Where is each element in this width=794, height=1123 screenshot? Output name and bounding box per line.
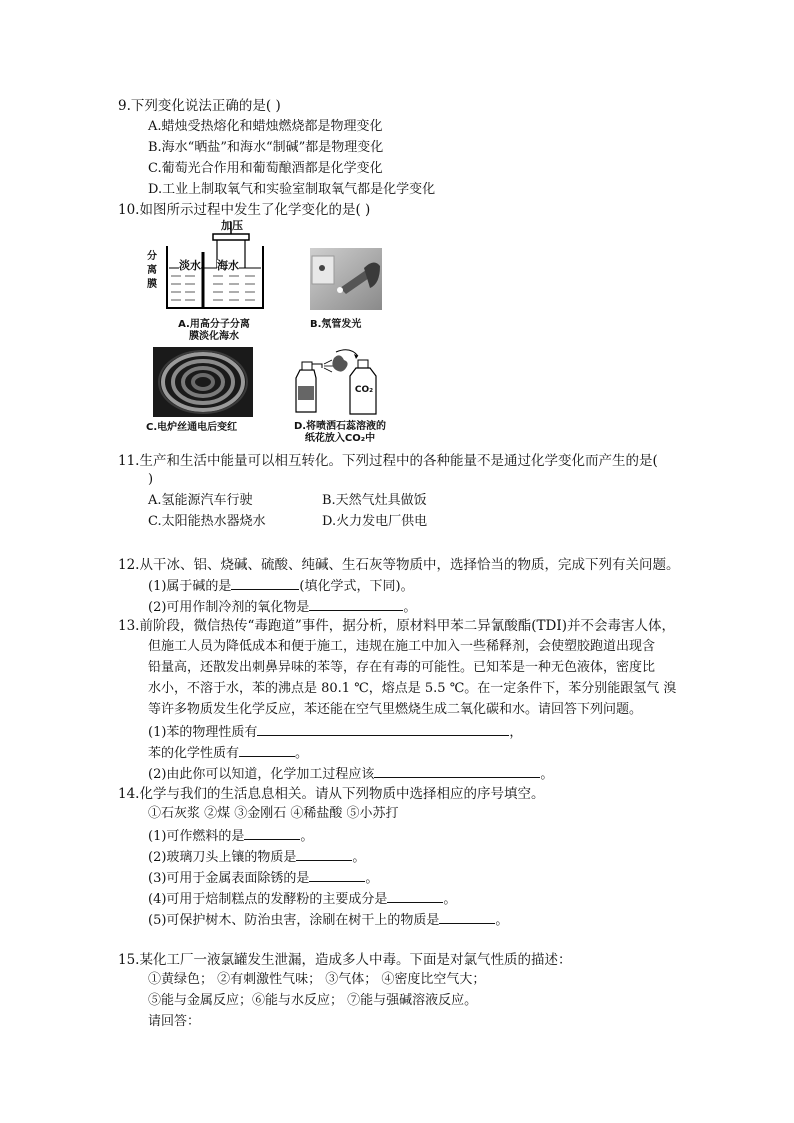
q14-sub4 <box>148 888 456 910</box>
q9-option-a: A.蜡烛受热熔化和蜡烛燃烧都是物理变化 <box>148 119 383 134</box>
q14-sub1-text: (1)可作燃料的是 <box>148 829 245 844</box>
q9-option-d: D.工业上制取氧气和实验室制取氧气都是化学变化 <box>148 182 436 197</box>
figure-c-caption: C.电炉丝通电后变红 <box>146 422 238 433</box>
q12-sub1 <box>148 575 414 597</box>
q14-sub3 <box>148 867 378 889</box>
label-fresh-water: 淡水 <box>179 259 201 272</box>
q13-line5: 等许多物质发生化学反应，苯还能在空气里燃烧生成二氧化碳和水。请回答下列问题。 <box>148 702 643 717</box>
label-pressurize: 加压 <box>221 219 243 232</box>
figure-d-caption-1: D.将喷洒石蕊溶液的 <box>293 421 387 432</box>
q11-option-c: C.太阳能热水器烧水 <box>148 514 266 529</box>
q14-sub5 <box>148 909 508 931</box>
q13-line1: 13.前阶段，微信热传“毒跑道”事件，据分析，原材料甲苯二异氰酸酯(TDI)并不会毒害人体， <box>118 618 675 634</box>
q15-line2: ⑤能与金属反应；⑥能与水反应； ⑦能与强碱溶液反应。 <box>148 993 478 1008</box>
q15-line3: 请回答： <box>148 1014 201 1029</box>
answer-blank[interactable] <box>374 763 540 778</box>
q11-option-a: A.氢能源汽车行驶 <box>148 493 253 508</box>
q13-sub2-tail: 。 <box>540 767 554 782</box>
spray-and-bottle-diagram <box>288 348 388 418</box>
q13-line2: 但施工人员为降低成本和便于施工，违规在施工中加入一些稀释剂，会使塑胶跑道出现含 <box>148 639 656 654</box>
q12-sub2-tail: 。 <box>403 600 417 615</box>
q14-items: ①石灰浆 ②煤 ③金刚石 ④稀盐酸 ⑤小苏打 <box>148 806 399 821</box>
q12-sub1-text: (1)属于碱的是 <box>148 579 232 594</box>
q14-sub1 <box>148 825 313 847</box>
figure-b-neon-tube <box>310 248 382 310</box>
figure-a-desalination <box>145 218 275 318</box>
q14-sub1-tail: 。 <box>300 829 314 844</box>
q9-option-b: B.海水“晒盐”和海水“制碱”都是物理变化 <box>148 140 384 155</box>
answer-blank[interactable] <box>296 846 352 861</box>
q12-sub2 <box>148 596 416 618</box>
q13-sub2-text: (2)由此你可以知道，化学加工过程应该 <box>148 767 375 782</box>
answer-blank[interactable] <box>239 742 295 757</box>
q13-sub2 <box>148 763 553 785</box>
q13-sub1-text: (1)苯的物理性质有 <box>148 725 258 740</box>
q13-sub1 <box>148 721 522 743</box>
figure-a-caption-1: A.用高分子分离 <box>178 319 250 330</box>
figure-a-caption-2: 膜淡化海水 <box>189 331 239 342</box>
answer-blank[interactable] <box>244 825 300 840</box>
q11-stem-line2: ) <box>148 472 154 487</box>
q10-stem: 10.如图所示过程中发生了化学变化的是( ) <box>118 202 371 218</box>
answer-blank[interactable] <box>387 888 443 903</box>
stove-coil-photo <box>153 347 253 417</box>
q12-sub2-text: (2)可用作制冷剂的氧化物是 <box>148 600 310 615</box>
q13-line3: 铅量高，还散发出刺鼻异味的苯等，存在有毒的可能性。已知苯是一种无色液体，密度比 <box>148 660 656 675</box>
q14-sub3-text: (3)可用于金属表面除锈的是 <box>148 871 310 886</box>
figure-d-co2-flower <box>288 348 388 418</box>
answer-blank[interactable] <box>439 909 495 924</box>
desalination-diagram <box>145 218 275 318</box>
label-sea-water: 海水 <box>217 259 239 272</box>
figure-d-caption-2: 纸花放入CO₂中 <box>304 433 376 444</box>
answer-blank[interactable] <box>257 721 509 736</box>
q14-stem: 14.化学与我们的生活息息相关。请从下列物质中选择相应的序号填空。 <box>118 786 545 802</box>
q11-stem-line1: 11.生产和生活中能量可以相互转化。下列过程中的各种能量不是通过化学变化而产生的是( <box>118 453 658 469</box>
q15-stem: 15.某化工厂一液氯罐发生泄漏，造成多人中毒。下面是对氯气性质的描述： <box>118 952 572 968</box>
q12-sub1-tail: (填化学式，下同)。 <box>299 579 414 594</box>
bottle-label-co2: CO₂ <box>354 385 374 395</box>
q14-sub4-text: (4)可用于焙制糕点的发酵粉的主要成分是 <box>148 892 388 907</box>
answer-blank[interactable] <box>309 867 365 882</box>
answer-blank[interactable] <box>309 596 403 611</box>
q9-option-c: C.葡萄光合作用和葡萄酿酒都是化学变化 <box>148 161 383 176</box>
neon-tube-photo <box>310 248 382 310</box>
q14-sub5-tail: 。 <box>495 913 509 928</box>
label-membrane: 分离膜 <box>147 251 157 290</box>
q11-option-d: D.火力发电厂供电 <box>322 514 428 529</box>
q12-stem: 12.从干冰、铝、烧碱、硫酸、纯碱、生石灰等物质中，选择恰当的物质，完成下列有关问题。 <box>118 557 680 573</box>
q14-sub2-tail: 。 <box>352 850 366 865</box>
q14-sub4-tail: 。 <box>443 892 457 907</box>
figure-c-electric-stove <box>153 347 253 417</box>
figure-b-caption: B.氖管发光 <box>310 319 362 330</box>
q15-line1: ①黄绿色； ②有刺激性气味； ③气体； ④密度比空气大； <box>148 972 486 987</box>
answer-blank[interactable] <box>231 575 299 590</box>
q14-sub2 <box>148 846 365 868</box>
q13-sub1-tail: ， <box>509 725 523 740</box>
q13-sub1b-text: 苯的化学性质有 <box>148 746 240 761</box>
q11-option-b: B.天然气灶具做饭 <box>322 493 427 508</box>
q9-stem: 9.下列变化说法正确的是( ) <box>118 98 281 114</box>
q13-line4: 水小，不溶于水，苯的沸点是 80.1 ℃，熔点是 5.5 ℃。在一定条件下，苯分别能跟氢气 溴 <box>148 681 677 696</box>
q13-sub1b <box>148 742 308 764</box>
q14-sub3-tail: 。 <box>365 871 379 886</box>
q14-sub5-text: (5)可保护树木、防治虫害，涂刷在树干上的物质是 <box>148 913 440 928</box>
q13-sub1b-tail: 。 <box>295 746 309 761</box>
q14-sub2-text: (2)玻璃刀头上镶的物质是 <box>148 850 297 865</box>
